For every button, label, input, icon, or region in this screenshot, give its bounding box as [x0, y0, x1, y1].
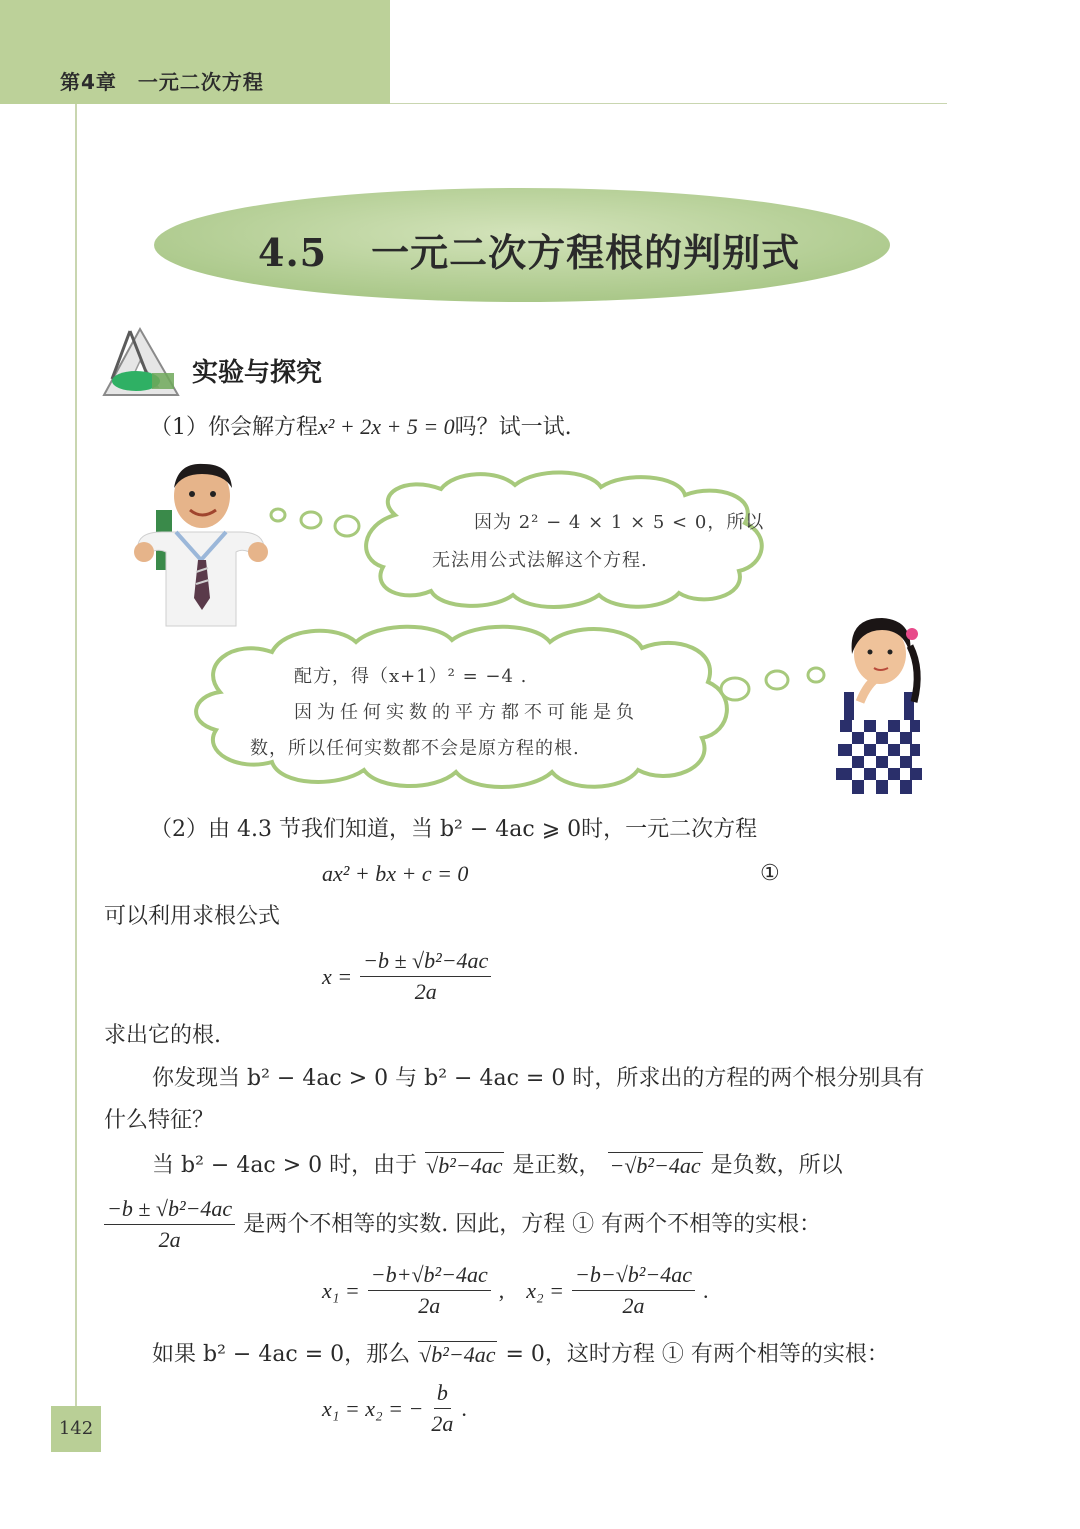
two-unequal-roots-line [104, 1196, 821, 1254]
question-1 [150, 414, 572, 441]
chapter-title: 第4章 一元二次方程 [60, 70, 264, 94]
boy-bubble-therefore: 所以 [726, 512, 765, 533]
discussion-question-line-1: 你发现当 b² − 4ac > 0 与 b² − 4ac = 0 时，所求出的方程的两个根分别具有 [152, 1066, 925, 1091]
section-title [258, 222, 800, 277]
equal-roots-period: . [461, 1395, 467, 1421]
explore-heading: 实验与探究 [192, 358, 323, 388]
negative-sqrt-discriminant: −√b²−4ac [609, 1153, 701, 1178]
equal-roots-denominator: 2a [431, 1411, 454, 1437]
equal-roots-numerator: b [434, 1380, 451, 1409]
question-2: （2）由 4.3 节我们知道，当 b² − 4ac ⩾ 0时，一元二次方程 [150, 817, 758, 842]
formula-separator: , [498, 1277, 505, 1303]
x2-fraction [572, 1262, 695, 1320]
zero-discriminant-line [152, 1341, 889, 1368]
boy-illustration [128, 460, 273, 628]
geometry-tools-icon [100, 325, 182, 397]
x2-denominator: 2a [622, 1293, 645, 1319]
equal-roots-formula [322, 1380, 467, 1438]
x1-fraction [368, 1262, 491, 1320]
sqrt-discriminant-zero: √b²−4ac [419, 1342, 496, 1367]
boy-bubble-inequality: 2² − 4 × 1 × 5 < 0， [518, 512, 727, 533]
girl-bubble-line-3: 数，所以任何实数都不会是原方程的根. [250, 738, 580, 759]
x2-numerator: −b−√b²−4ac [572, 1262, 695, 1291]
girl-bubble-line-2: 因为任何实数的平方都不可能是负 [294, 702, 639, 723]
section-title-text: 一元二次方程根的判别式 [371, 230, 801, 275]
roots-fraction-numerator: −b ± √b²−4ac [104, 1196, 235, 1225]
two-unequal-roots-text: 是两个不相等的实数. 因此，方程 ① 有两个不相等的实根： [243, 1211, 822, 1237]
roots-fraction [104, 1196, 235, 1254]
discussion-question-line-2: 什么特征？ [104, 1108, 215, 1133]
section-number: 4.5 [258, 230, 328, 275]
page-number: 142 [58, 1418, 94, 1439]
formula-intro: 可以利用求根公式 [104, 904, 281, 929]
margin-rule [75, 104, 77, 1414]
equal-roots-text: = 0，这时方程 ① 有两个相等的实根： [505, 1341, 889, 1367]
boy-bubble-line-1 [474, 508, 764, 534]
quadratic-formula [322, 948, 491, 1006]
quadratic-formula-denominator: 2a [414, 979, 437, 1005]
question-1-suffix: 吗？试一试. [454, 415, 572, 440]
unequal-roots-formulas [322, 1262, 709, 1320]
boy-thought-bubble [265, 465, 795, 615]
x1-denominator: 2a [418, 1293, 441, 1319]
boy-bubble-line-2: 无法用公式法解这个方程. [432, 550, 648, 571]
equal-roots-fraction [431, 1380, 453, 1438]
negative-number-text: 是负数，所以 [710, 1152, 843, 1178]
find-roots-line: 求出它的根. [104, 1023, 221, 1048]
formula-period: . [703, 1277, 709, 1303]
x1-lhs: x₁ = [322, 1277, 360, 1303]
positive-case-intro: 当 b² − 4ac > 0 时，由于 [152, 1152, 418, 1178]
equal-roots-lhs: x₁ = x₂ = − [322, 1395, 424, 1421]
general-quadratic-equation: ax² + bx + c = 0 [322, 861, 469, 886]
positive-number-text: 是正数， [512, 1152, 601, 1178]
quadratic-formula-lhs: x = [322, 963, 353, 989]
x1-numerator: −b+√b²−4ac [368, 1262, 491, 1291]
girl-bubble-line-1: 配方，得（x+1）² = −4 . [294, 666, 528, 687]
x2-lhs: x₂ = [526, 1277, 565, 1303]
equation-tag: ① [760, 861, 780, 886]
header-rule [390, 103, 947, 104]
roots-fraction-denominator: 2a [158, 1227, 181, 1253]
question-1-prefix: （1）你会解方程 [150, 415, 318, 440]
sqrt-discriminant: √b²−4ac [426, 1153, 503, 1178]
quadratic-formula-fraction [360, 948, 491, 1006]
quadratic-formula-numerator: −b ± √b²−4ac [360, 948, 491, 977]
girl-illustration [830, 610, 930, 795]
boy-bubble-because: 因为 [474, 512, 512, 533]
zero-case-intro: 如果 b² − 4ac = 0，那么 [152, 1341, 411, 1367]
positive-discriminant-line [152, 1152, 843, 1179]
question-1-equation: x² + 2x + 5 = 0 [318, 414, 455, 439]
